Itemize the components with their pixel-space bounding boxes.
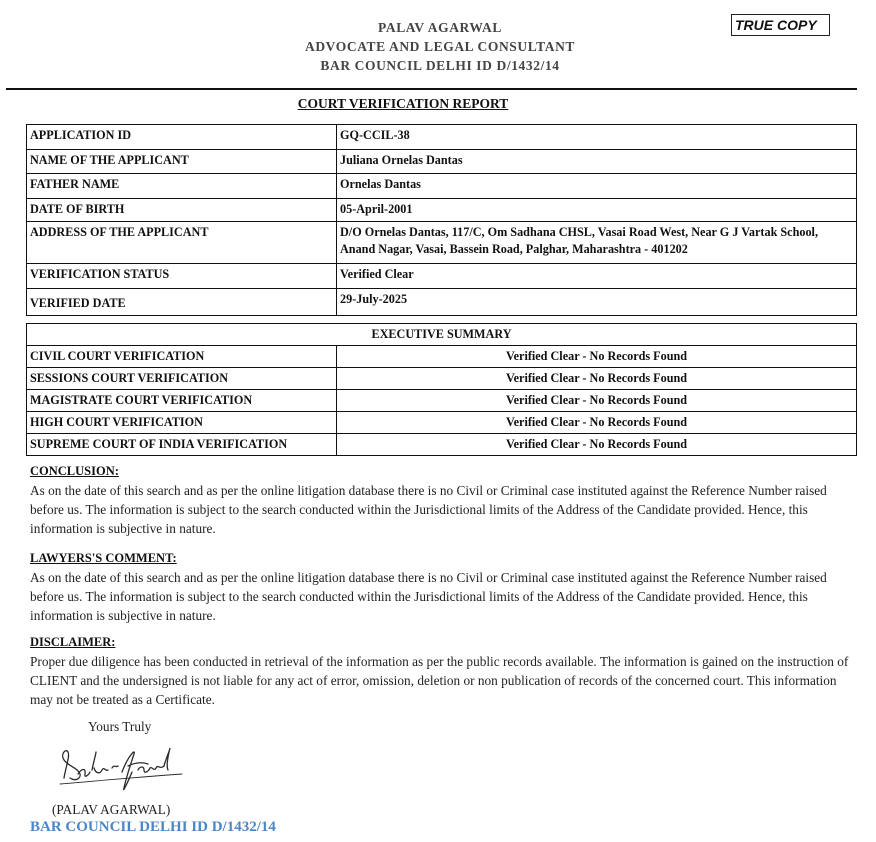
table-row bbox=[27, 174, 857, 199]
lawyer-comment-text: As on the date of this search and as per the online litigation database there is no Civil or Criminal case instituted against the Reference Number raised before us. The information is subject to the search conducted within the Jurisdictional limits of the Address of the Candidate provided. Hence, this information is subjective in nature. bbox=[30, 570, 827, 623]
court-name: SESSIONS COURT VERIFICATION bbox=[27, 368, 337, 390]
court-result: Verified Clear - No Records Found bbox=[337, 346, 857, 368]
court-name: MAGISTRATE COURT VERIFICATION bbox=[27, 390, 337, 412]
field-value: 29-July-2025 bbox=[337, 289, 857, 316]
court-result: Verified Clear - No Records Found bbox=[337, 390, 857, 412]
field-label: VERIFICATION STATUS bbox=[27, 264, 337, 289]
lawyer-comment-heading: LAWYERS'S COMMENT: bbox=[30, 551, 177, 565]
signatory-name: (PALAV AGARWAL) bbox=[52, 802, 171, 817]
field-value: Ornelas Dantas bbox=[337, 174, 857, 199]
signature-image bbox=[56, 738, 186, 803]
field-label: NAME OF THE APPLICANT bbox=[27, 150, 337, 174]
advocate-name: PALAV AGARWAL bbox=[378, 20, 502, 35]
disclaimer-section bbox=[30, 633, 850, 709]
table-row bbox=[27, 346, 857, 368]
lawyer-comment-section bbox=[30, 549, 850, 625]
table-row bbox=[27, 125, 857, 150]
field-value: D/O Ornelas Dantas, 117/C, Om Sadhana CHSL, Vasai Road West, Near G J Vartak School, Anand Nagar, Vasai, Bassein Road, Palghar, Maharashtra - 401202 bbox=[337, 222, 857, 264]
field-label: DATE OF BIRTH bbox=[27, 199, 337, 222]
report-title: COURT VERIFICATION REPORT bbox=[297, 96, 509, 111]
true-copy-stamp: TRUE COPY bbox=[731, 14, 830, 36]
footer-bar-id: BAR COUNCIL DELHI ID D/1432/14 bbox=[30, 819, 276, 835]
field-label: FATHER NAME bbox=[27, 174, 337, 199]
advocate-role: ADVOCATE AND LEGAL CONSULTANT bbox=[304, 39, 576, 54]
conclusion-heading: CONCLUSION: bbox=[30, 464, 119, 478]
summary-heading: EXECUTIVE SUMMARY bbox=[27, 324, 857, 346]
applicant-info-table bbox=[26, 124, 857, 316]
table-row bbox=[27, 150, 857, 174]
summary-heading-row bbox=[27, 324, 857, 346]
field-value: Verified Clear bbox=[337, 264, 857, 289]
table-row bbox=[27, 390, 857, 412]
conclusion-text: As on the date of this search and as per the online litigation database there is no Civil or Criminal case instituted against the Reference Number raised before us. The information is subject to the search conducted within the Jurisdictional limits of the Address of the Candidate provided. Hence, this information is subjective in nature. bbox=[30, 483, 827, 536]
disclaimer-text: Proper due diligence has been conducted in retrieval of the information as per the public records available. The information is gained on the instruction of CLIENT and the undersigned is not liable for any act of error, omission, deletion or non publication of records of the concerned court. This information may not be treated as a Certificate. bbox=[30, 654, 849, 707]
table-row bbox=[27, 289, 857, 316]
letterhead-bar-id: BAR COUNCIL DELHI ID D/1432/14 bbox=[320, 58, 560, 73]
table-row bbox=[27, 434, 857, 456]
field-value: GQ-CCIL-38 bbox=[337, 125, 857, 150]
field-label: ADDRESS OF THE APPLICANT bbox=[27, 222, 337, 264]
field-label: APPLICATION ID bbox=[27, 125, 337, 150]
table-row bbox=[27, 199, 857, 222]
disclaimer-heading: DISCLAIMER: bbox=[30, 635, 116, 649]
table-row bbox=[27, 264, 857, 289]
field-value: Juliana Ornelas Dantas bbox=[337, 150, 857, 174]
header-divider bbox=[6, 88, 857, 90]
table-row bbox=[27, 412, 857, 434]
conclusion-section bbox=[30, 462, 850, 538]
table-row bbox=[27, 368, 857, 390]
executive-summary-table bbox=[26, 323, 857, 456]
court-result: Verified Clear - No Records Found bbox=[337, 412, 857, 434]
court-result: Verified Clear - No Records Found bbox=[337, 434, 857, 456]
court-result: Verified Clear - No Records Found bbox=[337, 368, 857, 390]
court-name: SUPREME COURT OF INDIA VERIFICATION bbox=[27, 434, 337, 456]
court-name: CIVIL COURT VERIFICATION bbox=[27, 346, 337, 368]
court-name: HIGH COURT VERIFICATION bbox=[27, 412, 337, 434]
salutation: Yours Truly bbox=[88, 719, 152, 734]
field-value: 05-April-2001 bbox=[337, 199, 857, 222]
field-label: VERIFIED DATE bbox=[27, 289, 337, 316]
table-row bbox=[27, 222, 857, 264]
